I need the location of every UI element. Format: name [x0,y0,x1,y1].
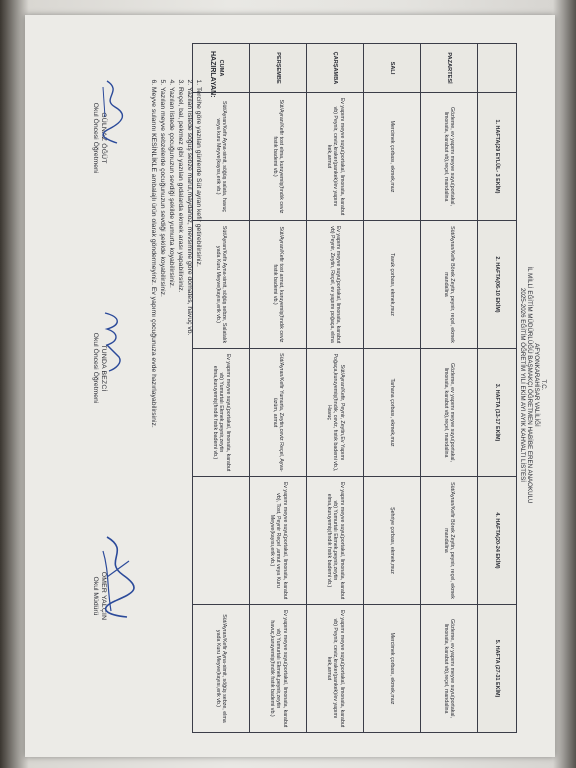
menu-cell: Gözleme, ev yapımı meyve suyu(portakal, limonata, karabut vb),reçel, mandalina [421,93,478,221]
menu-cell: Şehriye çorbası, ekmek,muz [364,477,421,605]
corner-cell [478,44,517,93]
week-header: 3. HAFTA (13-17 EKİM) [478,349,517,477]
note-item: 5. Yazılan meyve sebzelerde çocuğunuzun sevdiği şekilde koyabilirsiniz. [158,87,167,733]
week-header-row [478,44,517,733]
menu-cell: Süt/Ayran/Kefir Ayna-simit, söğüş salata, havuç veya kuru Meyve(kayısı,erik vb.) [193,93,250,221]
signature-block [91,83,107,193]
menu-cell: Mercimek çorbası, ekmek,muz [364,93,421,221]
table-row [250,44,307,733]
menu-cell: Tarhana çorbası, ekmek,muz [364,349,421,477]
week-header: 1. HAFTA(29 EYLÜL- 3 EKİM) [478,93,517,221]
week-header: 2. HAFTA(06-10 EKİM) [478,221,517,349]
day-label: PERŞEMBE [250,44,307,93]
document-sheet [25,15,555,757]
menu-cell: Tavuk çorbası, ekmek,muz [364,221,421,349]
menu-cell: Süt/Ayran/Kefir Yumurta, Zeytin,ceviz Reçel, Ayva-üzüm, armut [250,349,307,477]
signer-name: TUNDA BEZCİ [100,344,107,392]
table-row [364,44,421,733]
day-label: ÇARŞAMBA [307,44,364,93]
menu-cell: Ev yapımı meyve suyu(portakal, limonata, karabut vb), Tost, Peynir Reçel ,armut veya Kuru Meyve(kayısı,erik vb.) [250,477,307,605]
menu-cell: Süt/Ayran/Kefir Börek Zeytin, peynir, reçel, ekmek mandalina [421,477,478,605]
menu-cell: Ev yapımı meyve suyu(portakal, limonata, karabut vb) Peynir, Zeytin, Reçel, ev yapımı poğaça, elma [307,221,364,349]
menu-cell: Ev yapımı meyve suyu(portakal, limonata, karabut vb) Yumurtalı Ekmek,peynir,zeytin elma,kuruyemiş(fındık fıstık bademi vb.) [307,477,364,605]
header-line-1: T.C. [540,379,547,391]
menu-cell: Süt/Ayran/Kefir Ayna-simit, söğüş sebze, Salatalık yada Kuru Meyve(kayısı,erik vb.) [193,221,250,349]
menu-cell: Gözleme, ev yapımı meyve suyu(portakal, limonata, karabut vb),reçel, mandalina [421,605,478,733]
signer-name: ÖMER YALÇIN [100,571,107,621]
menu-cell: Ev yapımı meyve suyu(portakal, limonata, karabut vb) Peynir, ceviz,kraker(pankek)/ev yapımı kek,armut [307,93,364,221]
signature-block [91,541,107,651]
menu-cell: Ev yapımı meyve suyu(portakal, limonata, karabut vb) Peynir, ceviz,kraker(pankek)/ev yapımı kek,armut [307,605,364,733]
header-line-4: 2025-2026 EĞİTİM ÖĞRETİM YILI EKİM AYI AYIK KAHVALTI LİSTESİ [519,287,526,483]
signer-title: Okul Öncesi Öğretmeni [92,102,99,174]
day-label: SALI [364,44,421,93]
notes-list [149,43,203,733]
signature-block [91,313,107,423]
menu-cell: Gözleme, ev yapımı meyve suyu(portakal, limonata, karabut vb),reçel, mandalina [421,349,478,477]
notes-section [149,43,217,733]
week-header: 5. HAFTA (27-31 EKİM) [478,605,517,733]
handwritten-signature [97,531,137,621]
rotated-page [35,21,547,749]
table-row [421,44,478,733]
note-item: 6. Meyve sularını KESİNLİKLE ambalajlı ürün olarak göndermeyiniz. Ev yapımı çocuğunuza evde hazırlayabilirsiniz. [149,87,158,733]
menu-cell: Mercimek çorbası, ekmek,muz [364,605,421,733]
signer-title: Okul Öncesi Öğretmeni [92,332,99,404]
note-item: 4. Yazılan listede çocuğunuzun sevdiği şekilde yumurta koyabilirsiniz. [167,87,176,733]
menu-cell: Süt/Ayran/Kefir tost elma, kuruyemiş(fındık ceviz fıstık bademi vb.) [250,93,307,221]
note-item: 1. Tercihe göre yazılan günlerde Süt ayran kefir getirebilirsiniz. [194,87,203,733]
breakfast-menu-table [192,43,517,733]
signer-title: Okul Müdürü [92,576,99,616]
notes-title: HAZIRLAYAN: [209,51,216,98]
signer-name: GÜLNAZ ÖĞÜT [100,112,107,164]
menu-cell: Süt/Ayran/Kefir tost armut, kuruyemiş(fındık ceviz fıstık bademi vb.) [250,221,307,349]
table-row [307,44,364,733]
day-label: PAZARTESİ [421,44,478,93]
header-line-2: AFYONKARAHİSAR VALİLİĞİ [533,343,540,427]
handwritten-signature [99,307,125,377]
document-header [519,21,547,749]
menu-cell: Süt/Ayran/Kefir Börek Zeytin, peynir, reçel, ekmek mandalina [421,221,478,349]
handwritten-signature [99,77,125,147]
menu-cell: Ev yapımı meyve suyu(portakal, limonata, karabut vb) Yumurtalı Ekmek,peynir,zeytin elma,kuruyemiş(fındık fıstık bademi vb.) [193,349,250,477]
week-header: 4. HAFTA(20-24 EKİM) [478,477,517,605]
day-label: CUMA [193,44,250,93]
note-item: 3. Reçel, bal, pekmez gibi yazılan gıdalarda ekmek arası yapabilirsiniz. [176,87,185,733]
menu-cell: Ev yapımı meyve suyu(portakal, limonata, karabut vb) Yumurtalı Ekmek,peynir,zeytin havuç,kuruyemiş(fındık fıstık bademi vb.) [250,605,307,733]
menu-cell: Süt/Ayran/Kefir Ayna-simit, söğüş sebze, elma yada Kuru Meyve(kayısı,erik vb.) [193,605,250,733]
note-item: 2. Yazılan listede söğüş sebze marul,maydanoz, mevsimine göre domates, havuç vb. [185,87,194,733]
menu-cell: Süt/Ayran/Kefir, Peynir, Zeytin,Ev Yapımı Poğaça,kuruyemiş(fındık, ceviz, fıstık bademi vb.), Havuç [307,349,364,477]
header-line-3: İL MİLLİ EĞİTİM MÜDÜRLÜĞÜ BAŞMAKÇI ÖĞRETMEN HABİBE EREN ANAOKULU [526,266,533,504]
